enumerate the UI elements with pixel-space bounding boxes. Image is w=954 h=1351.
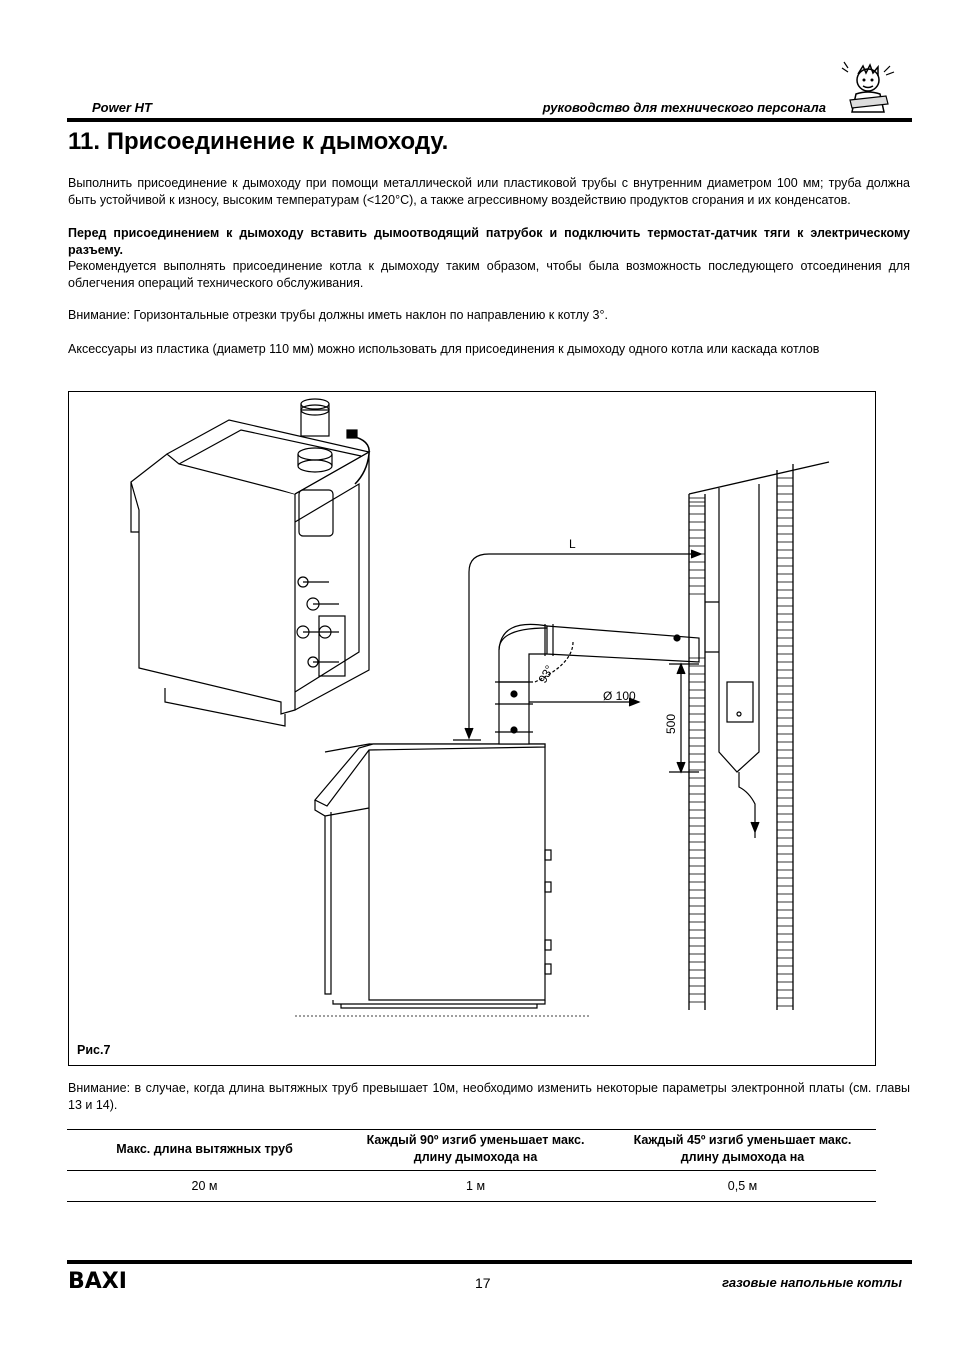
footer-category: газовые напольные котлы xyxy=(722,1275,902,1290)
flue-length-table xyxy=(67,1129,876,1202)
table-header-max-length: Макс. длина вытяжных труб xyxy=(67,1130,342,1171)
page-number: 17 xyxy=(475,1275,491,1291)
technician-mascot-icon xyxy=(838,60,898,118)
figure-caption: Рис.7 xyxy=(77,1043,111,1057)
page-title: 11. Присоединение к дымоходу. xyxy=(68,128,449,155)
table-cell-90-bend: 1 м xyxy=(342,1171,609,1202)
header-manual-type: руководство для технического персонала xyxy=(542,100,826,115)
table-cell-45-bend: 0,5 м xyxy=(609,1171,876,1202)
paragraph-slope-warning: Внимание: Горизонтальные отрезки трубы должны иметь наклон по направлению к котлу 3°. xyxy=(68,308,608,322)
footer-rule xyxy=(67,1260,912,1264)
brand-logo: BAXI xyxy=(68,1269,127,1294)
label-length: L xyxy=(569,537,576,551)
paragraph-long-flue-note: Внимание: в случае, когда длина вытяжных труб превышает 10м, необходимо изменить некоторые параметры электронной платы (см. главы 13 и 14). xyxy=(68,1081,910,1112)
table-header-row xyxy=(67,1130,876,1171)
label-diameter: Ø 100 xyxy=(603,689,636,703)
flue-connection-diagram xyxy=(69,392,877,1067)
paragraph-maintenance: Рекомендуется выполнять присоединение котла к дымоходу таким образом, чтобы была возможность последующего отсоединения для облегчения операций технического обслуживания. xyxy=(68,259,910,290)
paragraph-thermostat-warning-text: Перед присоединением к дымоходу вставить дымоотводящий патрубок и подключить термостат-датчик тяги к электрическому разъему. xyxy=(68,226,910,257)
paragraph-thermostat-warning xyxy=(68,225,910,258)
paragraph-plastic-accessories: Аксессуары из пластика (диаметр 110 мм) можно использовать для присоединения к дымоходу одного котла или каскада котлов xyxy=(68,342,820,356)
label-height: 500 xyxy=(664,713,678,734)
header-rule xyxy=(67,118,912,122)
paragraph-pipe-requirements: Выполнить присоединение к дымоходу при помощи металлической или пластиковой трубы с внутренним диаметром 100 мм; труба должна быть устойчивой к износу, высоким температурам (<120°C), а также агрессивному воздействию продуктов сгорания и их конденсатов. xyxy=(68,176,910,207)
table-cell-max-length: 20 м xyxy=(67,1171,342,1202)
label-angle: 93° xyxy=(535,662,557,686)
table-row xyxy=(67,1171,876,1202)
figure-flue-connection xyxy=(68,391,876,1066)
header-product: Power HT xyxy=(92,100,152,115)
table-header-45-bend: Каждый 45º изгиб уменьшает макс. длину дымохода на xyxy=(609,1130,876,1171)
table-header-90-bend: Каждый 90º изгиб уменьшает макс. длину дымохода на xyxy=(342,1130,609,1171)
